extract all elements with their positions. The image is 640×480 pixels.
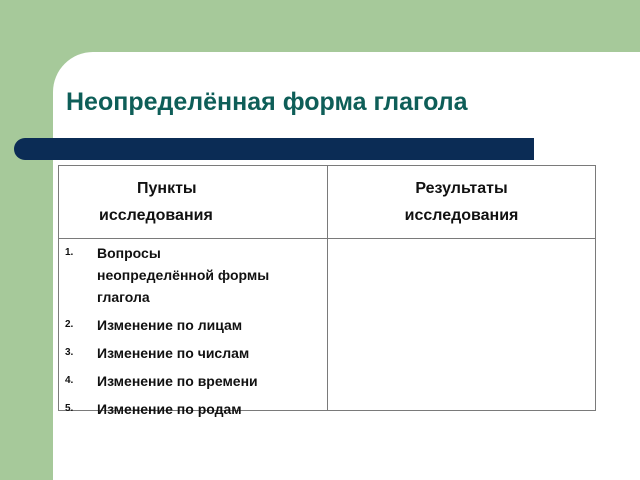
list-item — [59, 242, 327, 308]
list-item — [59, 342, 327, 364]
header-results — [328, 166, 595, 238]
item-line: Изменение по родам — [97, 401, 242, 417]
results-cell — [328, 239, 595, 410]
item-number: 3. — [65, 347, 74, 358]
header-results-line2: исследования — [404, 206, 519, 224]
research-points-list — [59, 242, 327, 426]
item-line: Изменение по времени — [97, 373, 258, 389]
list-item — [59, 398, 327, 420]
item-number: 5. — [65, 403, 74, 414]
item-line: Вопросы — [97, 245, 161, 261]
item-number: 2. — [65, 319, 74, 330]
item-line: Изменение по числам — [97, 345, 250, 361]
research-table — [58, 165, 596, 417]
header-points — [59, 166, 327, 238]
item-number: 1. — [65, 247, 74, 258]
list-item — [59, 314, 327, 336]
item-line: глагола — [97, 289, 150, 305]
list-item — [59, 370, 327, 392]
item-line: Изменение по лицам — [97, 317, 243, 333]
header-results-line1: Результаты — [415, 179, 508, 197]
slide-title: Неопределённая форма глагола — [66, 88, 468, 116]
title-underline-bar — [14, 138, 534, 160]
item-number: 4. — [65, 375, 74, 386]
header-points-line2: исследования — [99, 206, 213, 224]
item-line: неопределённой формы — [97, 267, 270, 283]
header-points-line1: Пункты — [137, 179, 197, 197]
